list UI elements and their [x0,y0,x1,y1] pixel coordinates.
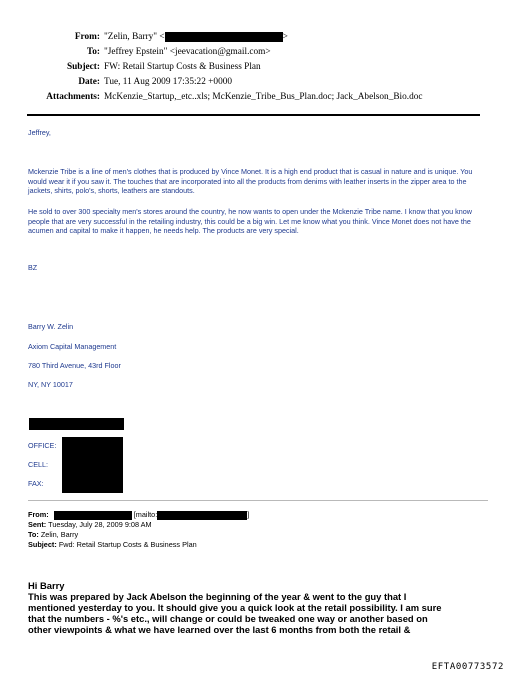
fwd-subject-label: Subject: [28,540,57,549]
subject-value: FW: Retail Startup Costs & Business Plan [104,62,261,72]
attachments-value: McKenzie_Startup,_etc..xls; McKenzie_Tribe_Bus_Plan.doc; Jack_Abelson_Bio.doc [104,92,423,102]
fwd-to-value: Zelin, Barry [40,530,79,539]
fax-label: FAX: [28,479,44,488]
header-from-row [0,30,512,45]
signature-company: Axiom Capital Management [28,342,117,351]
redaction-block [54,511,132,520]
fwd-to-label: To: [28,530,39,539]
paragraph-1: Mckenzie Tribe is a line of men's clothes that is produced by Vince Monet. It is a high end product that is casual in nature and is unique. You would wear it if you saw it. The touches that are incorporated into all the products from denims with leather inserts in the zipper area to the jackets, shirts, polo's, shorts, leathers are standouts. [28,167,473,196]
signature-city: NY, NY 10017 [28,380,73,389]
date-value: Tue, 11 Aug 2009 17:35:22 +0000 [104,77,233,87]
body2-line-1: This was prepared by Jack Abelson the beginning of the year & went to the guy that I [28,591,407,602]
fwd-from-row [28,510,249,520]
greeting: Jeffrey, [28,128,51,137]
fwd-sent-row [28,520,152,530]
document-id: EFTA00773572 [431,662,504,672]
fwd-subject-value: Fwd: Retail Startup Costs & Business Plan [58,540,197,549]
header-divider [27,114,480,116]
cell-label: CELL: [28,460,48,469]
from-label: From: [74,32,100,42]
from-value-wrap [104,30,288,45]
redaction-block [165,32,283,42]
fwd-to-row [28,530,78,540]
header-subject-row [0,60,512,75]
header-attachments-row [0,90,512,105]
body2-greeting: Hi Barry [28,580,65,591]
to-value: "Jeffrey Epstein" <jeevacation@gmail.com> [104,47,271,57]
redaction-block [29,418,124,430]
fwd-mailto-open: [mailto: [133,510,158,519]
header-date-row [0,75,512,90]
body2-line-4: other viewpoints & what we have learned over the last 6 months from both the retail & [28,624,411,635]
fwd-subject-row [28,540,197,550]
office-label: OFFICE: [28,441,57,450]
fwd-from-label: From: [28,510,49,519]
fwd-sent-label: Sent: [28,520,47,529]
header-to-row [0,45,512,60]
body2-line-3: that the numbers - %'s etc., will change or could be tweaked one way or another based on [28,613,428,624]
signature-address: 780 Third Avenue, 43rd Floor [28,361,121,370]
from-close: > [282,32,288,42]
subject-label: Subject: [66,62,100,72]
date-label: Date: [78,77,100,87]
redaction-block [62,437,123,493]
from-value: "Zelin, Barry" < [104,32,165,42]
initials: BZ [28,263,38,272]
paragraph-2: He sold to over 300 specialty men's stores around the country, he now wants to open under the Mckenzie Tribe name. I know that you know people that are very successful in the retailing industry, this could be a big win. Let me know what you think. Vince Monet does not have the acumen and capital to make it happen, he needs help. The products are very special. [28,207,472,236]
redaction-block [157,510,250,520]
signature-name: Barry W. Zelin [28,322,74,331]
email-header [0,30,512,105]
fwd-mailto-close: ] [247,510,250,519]
to-label: To: [86,47,100,57]
fwd-sent-value: Tuesday, July 28, 2009 9:08 AM [48,520,152,529]
divider [28,500,488,501]
attachments-label: Attachments: [46,92,100,102]
body2-line-2: mentioned yesterday to you. It should give you a quick look at the retail possibility. I am sure [28,602,442,613]
